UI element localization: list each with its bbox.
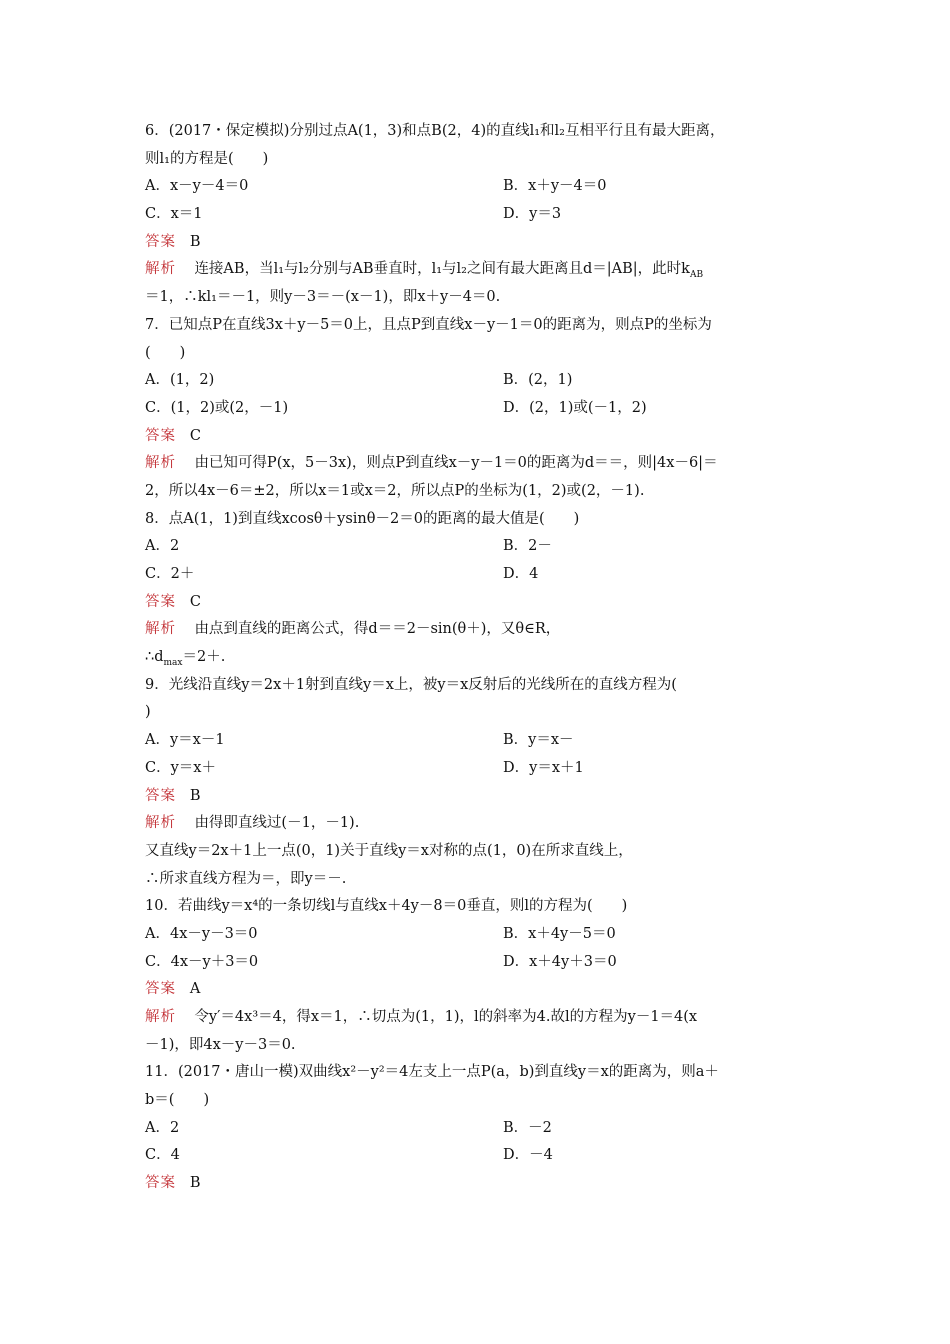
analysis-label: 解析 [145,261,176,278]
q10-option-a: A．4x－y－3＝0 [145,925,258,942]
answer-label: 答案 [145,233,176,250]
analysis-label: 解析 [145,1009,176,1025]
q9-analysis-line2: 又直线y＝2x＋1上一点(0，1)关于直线y＝x对称的点(1，0)在所求直线上， [145,842,633,859]
q10-stem-line1: 10．若曲线y＝x⁴的一条切线l与直线x＋4y－8＝0垂直，则l的方程为( ) [145,898,628,915]
analysis-text-pre: ∴d [145,649,164,666]
q9-options-ab [145,727,817,755]
q9-stem-line1: 9．光线沿直线y＝2x＋1射到直线y＝x上，被y＝x反射后的光线所在的直线方程为( [145,676,677,693]
q6-option-c: C．x＝1 [145,206,203,223]
analysis-text: 由已知可得P(x，5－3x)，则点P到直线x－y－1＝0的距离为d＝＝，则|4x－6|＝ [194,455,718,472]
q9-option-d: D．y＝x＋1 [503,759,584,776]
q6-option-d: D．y＝3 [503,206,562,223]
q6-option-b: B．x＋y－4＝0 [503,178,607,195]
q8-analysis-line1 [145,616,817,644]
q6-options-ab [145,173,817,201]
analysis-text: 由得即直线过(－1，－1). [194,815,360,832]
q9-stem-line2: ) [145,704,151,721]
q7-options-ab [145,367,817,395]
q9-analysis-line1 [145,810,817,838]
answer-label: 答案 [145,1175,176,1192]
q10-analysis-line1 [145,1004,817,1032]
q11-option-c: C．4 [145,1147,180,1164]
analysis-subscript: max [163,657,183,668]
analysis-label: 解析 [145,621,176,638]
q8-analysis-line2 [145,644,817,672]
q9-option-a: A．y＝x－1 [145,732,225,749]
q8-option-d: D．4 [503,566,539,582]
answer-label: 答案 [145,427,176,444]
q7-options-cd [145,395,817,423]
q7-analysis-line1 [145,450,817,478]
q10-options-ab [145,921,817,949]
q9-answer [145,783,817,811]
q7-analysis-line2: 2，所以4x－6＝±2，所以x＝1或x＝2，所以点P的坐标为(1，2)或(2，－1). [145,482,645,499]
document-page [145,118,817,1198]
q6-option-a: A．x－y－4＝0 [145,178,249,195]
q11-stem-line2: b＝( ) [145,1092,210,1109]
q10-option-b: B．x＋4y－5＝0 [503,925,616,942]
q10-options-cd [145,949,817,977]
q7-option-a: A．(1，2) [145,372,215,389]
q6-options-cd [145,201,817,229]
q8-stem-line1: 8．点A(1，1)到直线xcosθ＋ysinθ－2＝0的距离的最大值是( ) [145,510,580,527]
q6-analysis-line2: ＝1，∴kl₁＝－1，则y－3＝－(x－1)，即x＋y－4＝0. [145,289,501,306]
q6-stem-line2: 则l₁的方程是( ) [145,150,269,167]
q11-options-cd [145,1142,817,1170]
answer-label: 答案 [145,981,176,998]
q8-option-b: B．2－ [503,538,552,555]
answer-label: 答案 [145,593,176,610]
q8-option-c: C．2＋ [145,566,195,582]
q8-answer [145,589,817,617]
q6-analysis-line1 [145,256,817,284]
answer-value: C [189,427,201,444]
answer-label: 答案 [145,787,176,804]
q8-option-a: A．2 [145,538,180,555]
analysis-label: 解析 [145,815,176,832]
q10-answer [145,976,817,1004]
answer-value: B [189,1175,201,1192]
answer-value: B [189,787,201,804]
answer-value: B [189,233,201,250]
analysis-text: 连接AB，当l₁与l₂分别与AB垂直时，l₁与l₂之间有最大距离且d＝|AB|，此时k [194,261,690,278]
q11-stem-line1: 11．(2017・唐山一模)双曲线x²－y²＝4左支上一点P(a，b)到直线y＝x的距离为，则a＋ [145,1064,719,1081]
q7-stem-line2: ( ) [145,344,186,361]
analysis-label: 解析 [145,455,176,472]
q9-option-b: B．y＝x－ [503,732,574,749]
q10-analysis-line2: －1)，即4x－y－3＝0. [145,1036,296,1053]
answer-value: A [189,981,201,998]
q11-options-ab [145,1115,817,1143]
q7-answer [145,423,817,451]
analysis-subscript: AB [689,270,704,281]
q8-options-ab [145,533,817,561]
q9-option-c: C．y＝x＋ [145,759,216,776]
q9-analysis-line3: ∴所求直线方程为＝，即y＝－. [145,870,347,887]
q11-option-b: B．－2 [503,1119,552,1136]
analysis-text-post: ＝2＋. [182,649,226,666]
q11-option-a: A．2 [145,1119,180,1136]
analysis-text: 由点到直线的距离公式，得d＝＝2－sin(θ＋)，又θ∈R， [194,621,561,638]
q10-option-c: C．4x－y＋3＝0 [145,953,259,970]
analysis-text: 令y′＝4x³＝4，得x＝1，∴切点为(1，1)，l的斜率为4.故l的方程为y－1＝4(x [194,1009,698,1025]
q6-answer [145,229,817,257]
q9-options-cd [145,755,817,783]
q7-option-c: C．(1，2)或(2，－1) [145,399,289,416]
q11-answer [145,1170,817,1198]
q7-option-d: D．(2，1)或(－1，2) [503,399,647,416]
answer-value: C [189,593,201,610]
q7-option-b: B．(2，1) [503,372,573,389]
q6-stem-line1: 6．(2017・保定模拟)分别过点A(1，3)和点B(2，4)的直线l₁和l₂互相平行且有最大距离， [145,123,725,139]
q8-options-cd [145,561,817,589]
q7-stem-line1: 7．已知点P在直线3x＋y－5＝0上，且点P到直线x－y－1＝0的距离为，则点P的坐标为 [145,316,712,333]
q10-option-d: D．x＋4y＋3＝0 [503,953,617,970]
q11-option-d: D．－4 [503,1147,553,1164]
